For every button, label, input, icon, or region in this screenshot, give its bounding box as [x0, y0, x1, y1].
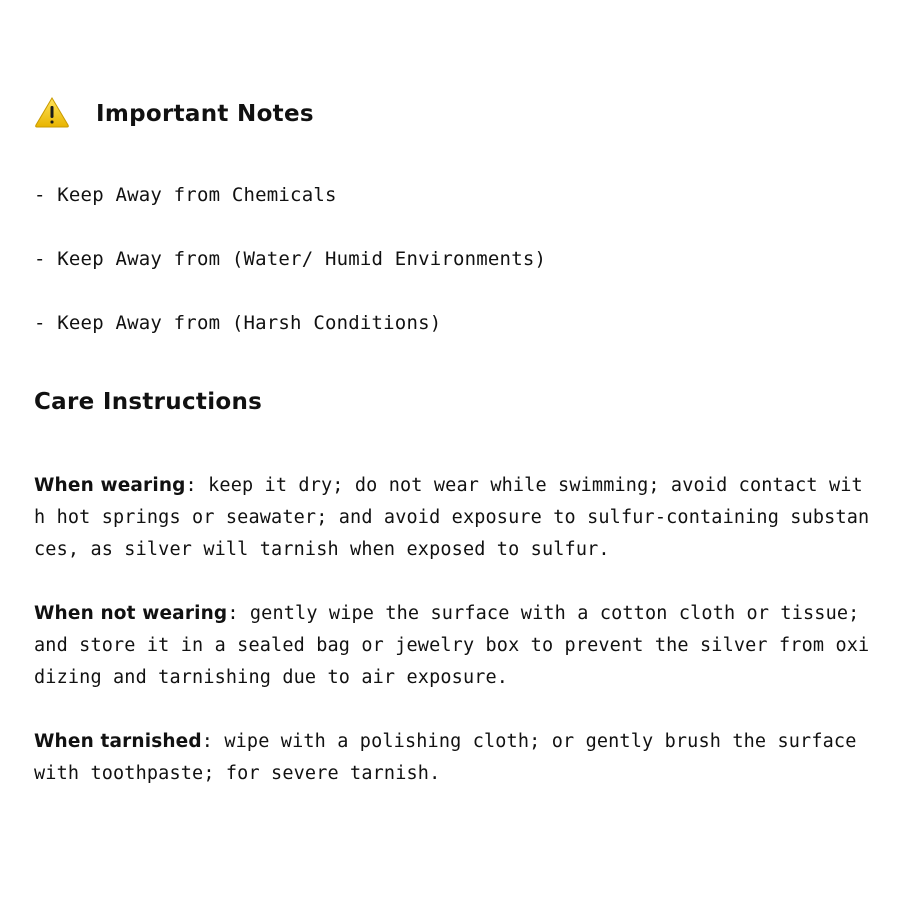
care-label-wearing: When wearing — [34, 475, 186, 496]
care-paragraph-wearing — [34, 470, 874, 566]
care-text-tarnished: : wipe with a polishing cloth; or gently brush the surface with toothpaste; for severe tarnish. — [34, 731, 857, 784]
note-item-water: - Keep Away from (Water/ Humid Environments) — [34, 248, 547, 270]
important-notes-title: Important Notes — [96, 101, 314, 127]
care-paragraph-not-wearing — [34, 598, 874, 694]
care-instructions-title: Care Instructions — [34, 389, 263, 415]
care-text-wearing: : keep it dry; do not wear while swimming; avoid contact with hot springs or seawater; and avoid exposure to sulfur-containing substances, as silver will tarnish when exposed to sulfur. — [34, 475, 870, 560]
note-item-harsh-conditions: - Keep Away from (Harsh Conditions) — [34, 312, 442, 334]
note-item-chemicals: - Keep Away from Chemicals — [34, 184, 337, 206]
care-paragraph-tarnished — [34, 726, 874, 790]
important-notes-header — [34, 92, 314, 132]
care-label-tarnished: When tarnished — [34, 731, 202, 752]
care-label-not-wearing: When not wearing — [34, 603, 228, 624]
care-text-not-wearing: : gently wipe the surface with a cotton cloth or tissue; and store it in a sealed bag or jewelry box to prevent the silver from oxidizing and tarnishing due to air exposure. — [34, 603, 870, 688]
warning-icon — [34, 96, 70, 128]
